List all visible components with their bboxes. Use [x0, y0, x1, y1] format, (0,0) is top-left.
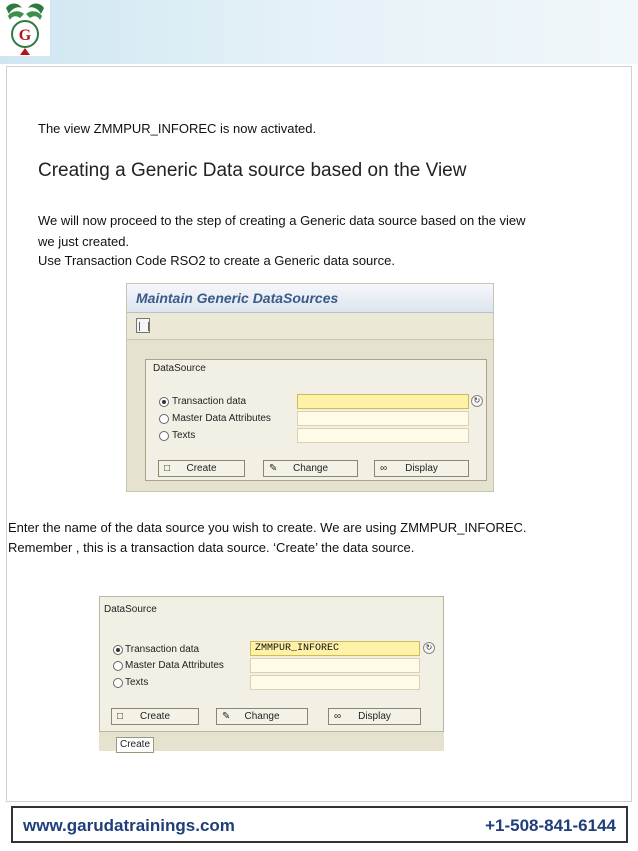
- group-label-2: DataSource: [104, 604, 157, 615]
- sap-screenshot-create: [99, 596, 444, 751]
- sap-screenshot-maintain: [126, 283, 494, 492]
- activation-note: The view ZMMPUR_INFOREC is now activated.: [38, 121, 317, 136]
- display-button[interactable]: ∞ Display: [374, 460, 469, 477]
- radio-transaction-data[interactable]: [159, 397, 169, 407]
- intro-line-3: Use Transaction Code RSO2 to create a Generic data source.: [38, 253, 395, 268]
- option-label: Master Data Attributes: [172, 413, 271, 424]
- master-data-field-2[interactable]: [250, 658, 420, 673]
- option-label: Transaction data: [172, 396, 247, 407]
- option-label: Transaction data: [125, 644, 200, 655]
- footer-url[interactable]: www.garudatrainings.com: [23, 816, 235, 835]
- transaction-data-field[interactable]: [297, 394, 469, 409]
- value-help-icon[interactable]: ↻: [471, 395, 483, 407]
- option-label: Master Data Attributes: [125, 660, 224, 671]
- option-label: Texts: [125, 677, 149, 688]
- create-button-2[interactable]: □ Create: [111, 708, 199, 725]
- transaction-data-field-2[interactable]: ZMMPUR_INFOREC: [250, 641, 420, 656]
- delete-icon[interactable]: [136, 318, 150, 333]
- create-button[interactable]: □ Create: [158, 460, 245, 477]
- svg-text:G: G: [18, 27, 32, 44]
- glasses-icon: ∞: [334, 711, 342, 722]
- header-band: [0, 0, 638, 64]
- texts-field-2[interactable]: [250, 675, 420, 690]
- radio-transaction-data-2[interactable]: [113, 645, 123, 655]
- sap-screen-title: Maintain Generic DataSources: [136, 290, 339, 306]
- radio-master-data[interactable]: [159, 414, 169, 424]
- sap-toolbar: [127, 313, 493, 340]
- status-tab-create: Create: [116, 737, 154, 753]
- radio-texts-2[interactable]: [113, 678, 123, 688]
- value-help-icon[interactable]: ↻: [423, 642, 435, 654]
- option-label: Texts: [172, 430, 196, 441]
- texts-field[interactable]: [297, 428, 469, 443]
- pencil-icon: ✎: [222, 711, 231, 722]
- display-button-2[interactable]: ∞ Display: [328, 708, 421, 725]
- sap-title-bar: [127, 284, 493, 313]
- group-label: DataSource: [153, 363, 206, 374]
- garuda-logo: [0, 0, 50, 56]
- new-document-icon: □: [164, 463, 171, 474]
- intro-line-1: We will now proceed to the step of creating a Generic data source based on the view: [38, 213, 526, 228]
- instruction-line-2: Remember , this is a transaction data source. ‘Create’ the data source.: [8, 540, 415, 555]
- master-data-field[interactable]: [297, 411, 469, 426]
- instruction-line-1: Enter the name of the data source you wish to create. We are using ZMMPUR_INFOREC.: [8, 520, 527, 535]
- footer-phone: +1-508-841-6144: [485, 816, 616, 835]
- new-document-icon: □: [117, 711, 124, 722]
- intro-line-2: we just created.: [38, 234, 130, 249]
- glasses-icon: ∞: [380, 463, 388, 474]
- radio-master-data-2[interactable]: [113, 661, 123, 671]
- footer-bar: [11, 806, 628, 843]
- radio-texts[interactable]: [159, 431, 169, 441]
- change-button[interactable]: ✎ Change: [263, 460, 358, 477]
- change-button-2[interactable]: ✎ Change: [216, 708, 308, 725]
- pencil-icon: ✎: [269, 463, 278, 474]
- section-heading: Creating a Generic Data source based on the View: [38, 160, 467, 181]
